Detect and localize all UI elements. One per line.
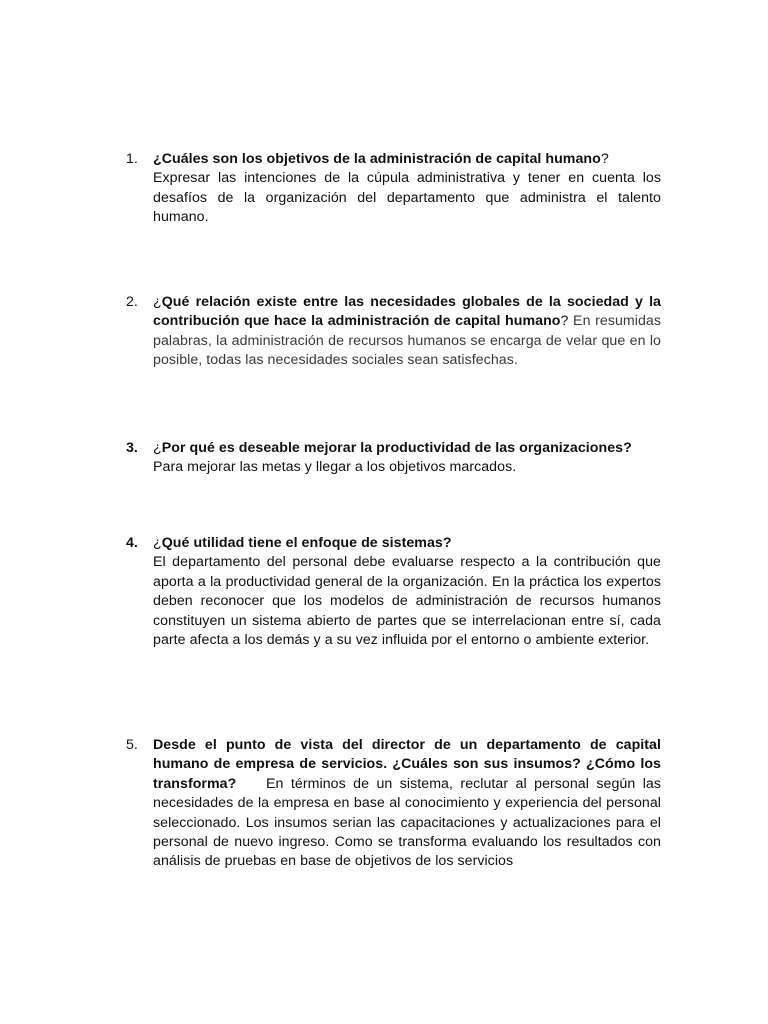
question-item-4 bbox=[126, 534, 661, 650]
question-block bbox=[153, 439, 661, 478]
question-text: Por qué es deseable mejorar la productividad de las organizaciones? bbox=[161, 440, 632, 456]
question-number: 2. bbox=[126, 294, 138, 310]
answer-text: En resumidas palabras, la administración de recursos humanos se encarga de velar que en lo posible, todas las necesidades sociales sean satisfechas. bbox=[153, 313, 661, 369]
question-text: ¿Cuáles son los objetivos de la administración de capital humano bbox=[153, 151, 601, 167]
question-number: 4. bbox=[126, 535, 138, 551]
question-text: Qué utilidad tiene el enfoque de sistemas? bbox=[161, 535, 452, 551]
question-item-3 bbox=[126, 439, 661, 478]
question-mark: ? bbox=[560, 313, 569, 330]
question-opening-mark: ¿ bbox=[153, 294, 162, 310]
answer-text: El departamento del personal debe evaluarse respecto a la contribución que aporta a la productividad general de la organización. En la práctica los expertos deben reconocer que los modelos de administración de recursos humanos constituyen un sistema abierto de partes que se interrelacionan entre sí, cada parte afecta a los demás y a su vez influida por el entorno o ambiente exterior. bbox=[153, 554, 661, 649]
answer-text: Para mejorar las metas y llegar a los objetivos marcados. bbox=[153, 459, 517, 476]
answer-text: En términos de un sistema, reclutar al personal según las necesidades de la empresa en base al conocimiento y experiencia del personal seleccionado. Los insumos serian las capacitaciones y actualizaciones para el personal de nuevo ingreso. Como se transforma evaluando los resultados con análisis de pruebas en base de objetivos de los servicios bbox=[153, 775, 665, 870]
question-block bbox=[153, 736, 665, 872]
question-number: 5. bbox=[126, 737, 138, 753]
question-number: 1. bbox=[126, 151, 138, 167]
question-mark: ? bbox=[600, 151, 609, 167]
question-text: Desde el punto de vista del director de un departamento de capital humano de empresa de servicios. ¿Cuáles son sus insumos? ¿Cómo los transforma? bbox=[153, 737, 661, 792]
question-item-1 bbox=[126, 150, 661, 228]
answer-text: Expresar las intenciones de la cúpula administrativa y tener en cuenta los desafíos de la organización del departamento que administra el talento humano. bbox=[153, 170, 661, 226]
question-item-2 bbox=[126, 293, 661, 371]
question-block bbox=[153, 150, 661, 228]
question-block bbox=[153, 293, 661, 371]
question-item-5 bbox=[126, 736, 665, 872]
question-opening-mark: ¿ bbox=[153, 535, 162, 551]
question-text: Qué relación existe entre las necesidades globales de la sociedad y la contribución que hace la administración de capital humano bbox=[153, 294, 661, 330]
question-opening-mark: ¿ bbox=[153, 440, 162, 456]
question-number: 3. bbox=[126, 440, 138, 456]
question-block bbox=[153, 534, 661, 650]
